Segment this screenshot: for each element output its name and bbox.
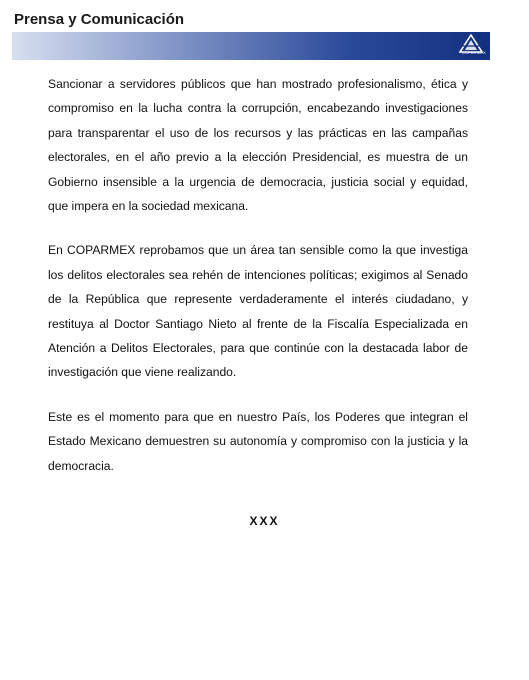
closing-mark: XXX (249, 514, 280, 528)
paragraph-3: Este es el momento para que en nuestro País, los Poderes que integran el Estado Mexicano demuestren su autonomía y compromiso con la justicia y la democracia. (48, 409, 468, 473)
paragraph-1: Sancionar a servidores públicos que han mostrado profesionalismo, ética y compromiso en la lucha contra la corrupción, encabezando investigaciones para transparentar el uso de los recursos y las prácticas en las campañas electorales, en el año previo a la elección Presidencial, es muestra de un Gobierno insensible a la urgencia de democracia, justicia social y equidad, que impera en la sociedad mexicana. (48, 77, 468, 214)
header-banner (12, 32, 490, 60)
paragraph-2: En COPARMEX reprobamos que un área tan sensible como la que investiga los delitos electorales sea rehén de intenciones políticas; exigimos al Senado de la República que represente verdaderamente el interés ciudadano, y restituya al Doctor Santiago Nieto al frente de la Fiscalía Especializada en Atención a Delitos Electorales, para que continúe con la destacada labor de investigación que viene realizando. (48, 243, 468, 380)
page-header-title: Prensa y Comunicación (14, 11, 185, 28)
logo-wordmark: COPARMEX (461, 50, 486, 55)
document-body (48, 72, 468, 498)
